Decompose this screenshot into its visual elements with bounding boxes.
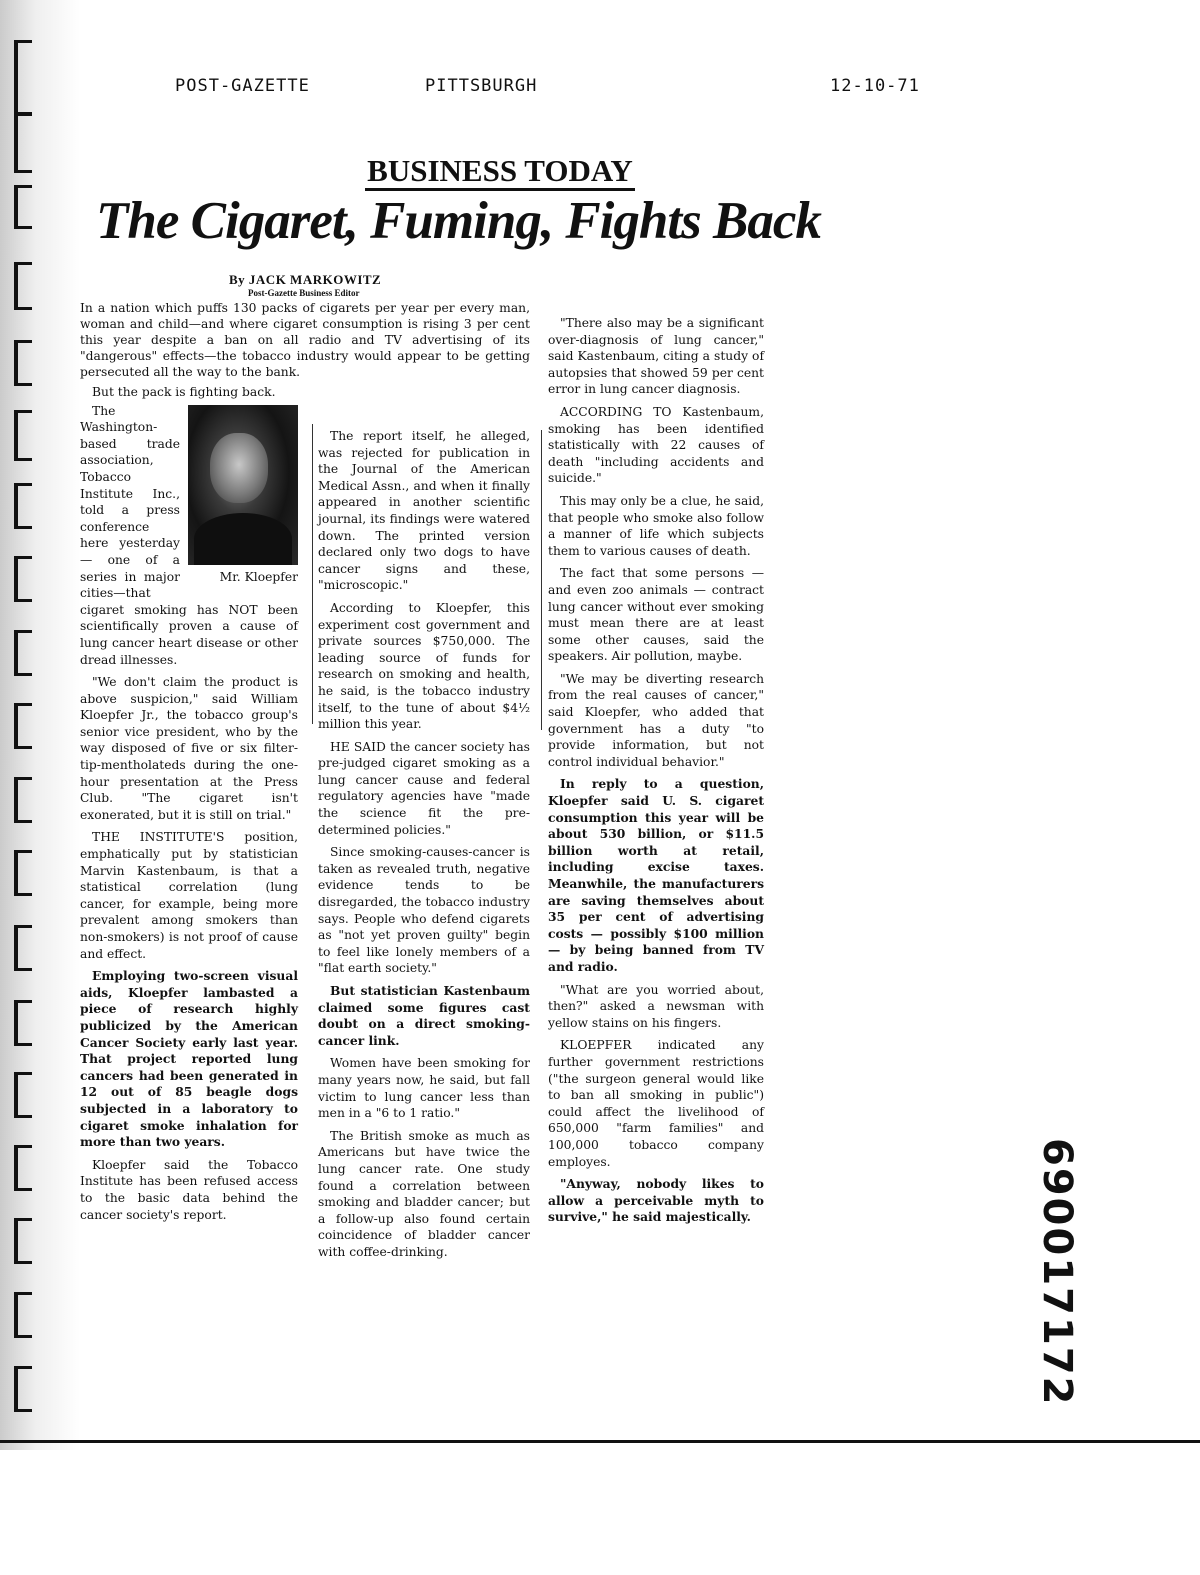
- byline: By JACK MARKOWITZ: [229, 272, 382, 287]
- photo-suit: [194, 513, 292, 565]
- paragraph: The British smoke as much as Americans but have twice the lung cancer rate. One study found a correlation between smoking and bladder cancer; but a follow-up also found certain coincidence of bladder cancer with coffee-drinking.: [318, 1128, 530, 1259]
- binder-bracket: [14, 1072, 32, 1118]
- article-column-1: [80, 384, 298, 1229]
- paragraph: "We may be diverting research from the real causes of cancer," said Kloepfer, who added that government has a duty "to provide information, but not control individual behavior.": [548, 671, 764, 769]
- paragraph: But the pack is fighting back.: [92, 385, 276, 399]
- headline: The Cigaret, Fuming, Fights Back: [96, 192, 821, 250]
- binder-bracket: [14, 703, 32, 749]
- paragraph: The fact that some persons — and even zoo animals — contract lung cancer without ever smoking must mean there are at least some other causes, said the speakers. Air pollution, maybe.: [548, 566, 764, 664]
- lede-paragraph: In a nation which puffs 130 packs of cigarets per year per every man, woman and child—and where cigaret consumption is rising 3 per cent this year despite a ban on all radio and TV advertising of its "dangerous" effects—the tobacco industry would appear to be getting persecuted all the way to the bank.: [80, 301, 530, 379]
- binder-bracket: [14, 40, 32, 116]
- binder-bracket: [14, 850, 32, 896]
- binder-bracket: [14, 1145, 32, 1191]
- binder-bracket: [14, 410, 32, 461]
- column-rule: [312, 424, 313, 724]
- paragraph: "There also may be a significant over-diagnosis of lung cancer," said Kastenbaum, citing a study of autopsies that showed 59 per cent error in lung cancer diagnosis.: [548, 316, 764, 397]
- paragraph-bold: But statistician Kastenbaum claimed some figures cast doubt on a direct smoking-cancer link.: [318, 983, 530, 1048]
- paragraph: Since smoking-causes-cancer is taken as revealed truth, negative evidence tends to be disregarded, the tobacco industry says. People who defend cigarets as "not yet proven guilty" begin to feel like lonely members of a "flat earth society.": [318, 845, 530, 976]
- article-column-2: [318, 428, 530, 1267]
- paragraph: This may only be a clue, he said, that people who smoke also follow a manner of life which subjects them to various causes of death.: [548, 493, 764, 558]
- binder-bracket: [14, 1218, 32, 1264]
- binder-bracket: [14, 185, 32, 229]
- paragraph: The report itself, he alleged, was rejected for publication in the Journal of the American Medical Assn., and when it finally appeared in another scientific journal, its findings were watered down. The printed version declared only two dogs to have cancer signs and these, "microscopic.": [318, 429, 530, 593]
- column-rule: [541, 430, 542, 730]
- section-label: BUSINESS TODAY: [365, 153, 635, 191]
- binder-bracket: [14, 777, 32, 823]
- byline-title: Post-Gazette Business Editor: [248, 288, 360, 298]
- paragraph: ACCORDING TO Kastenbaum, smoking has been identified statistically with 22 causes of death "including accidents and suicide.": [548, 404, 764, 486]
- binder-bracket: [14, 262, 32, 310]
- paragraph: Kloepfer said the Tobacco Institute has been refused access to the basic data behind the cancer society's report.: [80, 1157, 298, 1222]
- binder-bracket: [14, 1292, 32, 1338]
- paragraph: "We don't claim the product is above suspicion," said William Kloepfer Jr., the tobacco group's senior vice president, who by the way disposed of five or six filter-tip-mentholateds during the one-hour presentation at the Press Club. "The cigaret isn't exonerated, but it is still on trial.": [80, 675, 298, 822]
- paragraph: The Washington-based trade association, Tobacco Institute Inc., told a press conference here yesterday — one of a series in major cities—that cigaret smoking has NOT been scientifically proven a cause of lung cancer heart disease or other dread illnesses.: [80, 403, 298, 667]
- paragraph-bold: "Anyway, nobody likes to allow a perceivable myth to survive," he said majestically.: [548, 1176, 764, 1225]
- document-id-stamp: 690017172: [1034, 1138, 1080, 1407]
- paragraph: Women have been smoking for many years now, he said, but fall victim to lung cancer less than men in a "6 to 1 ratio.": [318, 1056, 530, 1121]
- section-label-wrap: [0, 153, 1000, 189]
- binder-bracket: [14, 1366, 32, 1412]
- paragraph: KLOEPFER indicated any further government restrictions ("the surgeon general would like to ban all smoking in public") could affect the livelihood of 650,000 "farm families" and 100,000 tobacco company employes.: [548, 1038, 764, 1169]
- binder-bracket: [14, 925, 32, 971]
- paragraph: THE INSTITUTE'S position, emphatically put by statistician Marvin Kastenbaum, is that a statistical correlation (lung cancer, for example, being more prevalent among smokers than non-smokers) is not proof of cause and effect.: [80, 830, 298, 961]
- article-column-3: [548, 315, 764, 1232]
- binder-shadow: [0, 0, 80, 1450]
- paragraph-bold: In reply to a question, Kloepfer said U. S. cigaret consumption this year will be about 530 billion, or $11.5 billion worth at retail, including excise taxes. Meanwhile, the manufacturers are saving themselves about 35 per cent of advertising costs — possibly $100 million — by being banned from TV and radio.: [548, 776, 764, 974]
- binder-bracket: [14, 340, 32, 386]
- binder-bracket: [14, 556, 32, 602]
- binder-bracket: [14, 483, 32, 529]
- page-bottom-rule: [0, 1440, 1200, 1443]
- binder-bracket: [14, 1000, 32, 1046]
- masthead-date: 12-10-71: [830, 76, 920, 96]
- kloepfer-photo: [188, 405, 298, 565]
- paragraph: "What are you worried about, then?" asked a newsman with yellow stains on his fingers.: [548, 982, 764, 1030]
- paragraph: HE SAID the cancer society has pre-judged cigaret smoking as a lung cancer cause and federal regulatory agencies have "made the science fit the pre-determined policies.": [318, 739, 530, 837]
- masthead-paper: POST-GAZETTE: [175, 76, 310, 96]
- paragraph: According to Kloepfer, this experiment cost government and private sources $750,000. The leading source of funds for research on smoking and health, he said, is the tobacco industry itself, to the tune of about $4½ million this year.: [318, 600, 530, 732]
- paragraph-bold: Employing two-screen visual aids, Kloepfer lambasted a piece of research highly publicized by the American Cancer Society early last year. That project reported lung cancers had been generated in 12 out of 85 beagle dogs subjected in a laboratory to cigaret smoke inhalation for more than two years.: [80, 968, 298, 1150]
- photo-face: [210, 433, 268, 503]
- binder-bracket: [14, 630, 32, 676]
- masthead-city: PITTSBURGH: [425, 76, 538, 96]
- photo-caption: Mr. Kloepfer: [219, 569, 298, 584]
